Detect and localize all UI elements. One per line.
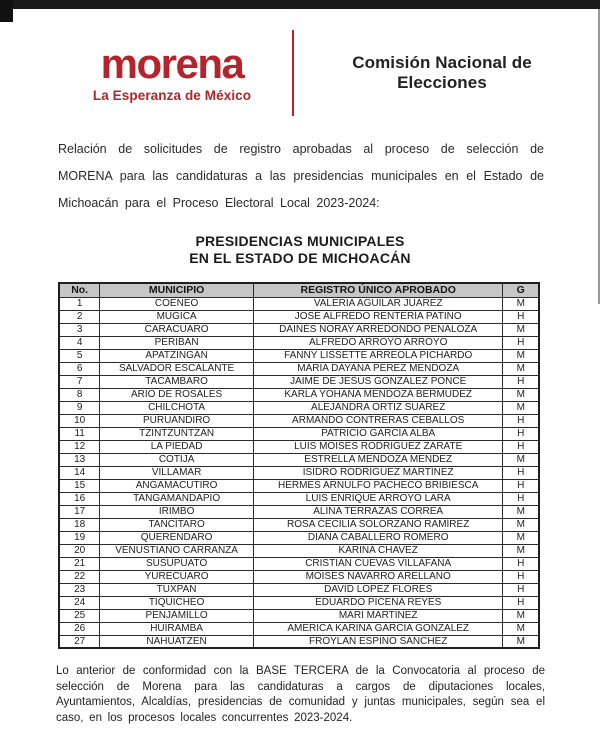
row-number-cell: 2 (59, 310, 100, 323)
row-number-cell: 6 (59, 362, 100, 375)
table-row (59, 492, 539, 505)
scan-corner-artifact (0, 0, 13, 22)
row-number-cell: 1 (59, 297, 100, 310)
footer-note: Lo anterior de conformidad con la BASE TERCERA de la Convocatoria al proceso de selección de Morena para las candidaturas a cargos de diputaciones locales, Ayuntamientos, Alcaldías, presidencias de comunidad y juntas municipales, según sea el caso, en los procesos locales concurrentes 2023-2024. (56, 665, 545, 724)
row-number-cell: 15 (59, 479, 100, 492)
row-number-cell: 19 (59, 531, 100, 544)
column-header-2: REGISTRO ÚNICO APROBADO (253, 283, 503, 297)
gender-cell: M (503, 609, 539, 622)
header-row (59, 283, 539, 297)
table-row (59, 310, 539, 323)
gender-cell: H (503, 440, 539, 453)
row-number-cell: 27 (59, 635, 100, 648)
table-row (59, 518, 539, 531)
municipio-cell: CARÁCUARO (100, 323, 254, 336)
registro-cell: PATRICIO GARCÍA ALBA (253, 427, 503, 440)
gender-cell: M (503, 401, 539, 414)
row-number-cell: 23 (59, 583, 100, 596)
table-row (59, 583, 539, 596)
table-row (59, 349, 539, 362)
gender-cell: M (503, 453, 539, 466)
gender-cell: H (503, 492, 539, 505)
municipio-cell: COTIJA (100, 453, 254, 466)
row-number-cell: 11 (59, 427, 100, 440)
municipio-cell: MÚGICA (100, 310, 254, 323)
gender-cell: H (503, 583, 539, 596)
scan-top-bar (0, 0, 600, 9)
column-header-0: No. (59, 283, 100, 297)
municipio-cell: SUSUPUATO (100, 557, 254, 570)
municipio-cell: ARIO DE ROSALES (100, 388, 254, 401)
commission-title: Comisión Nacional de Elecciones (352, 53, 532, 92)
gender-cell: M (503, 323, 539, 336)
row-number-cell: 12 (59, 440, 100, 453)
row-number-cell: 8 (59, 388, 100, 401)
gender-cell: H (503, 427, 539, 440)
table-row (59, 479, 539, 492)
row-number-cell: 17 (59, 505, 100, 518)
row-number-cell: 26 (59, 622, 100, 635)
gender-cell: H (503, 466, 539, 479)
morena-tagline: La Esperanza de México (92, 88, 252, 103)
row-number-cell: 5 (59, 349, 100, 362)
table-row (59, 427, 539, 440)
registro-cell: JAIME DE JESÚS GONZÁLEZ PONCE (253, 375, 503, 388)
table-row (59, 362, 539, 375)
gender-cell: H (503, 375, 539, 388)
gender-cell: M (503, 518, 539, 531)
gender-cell: H (503, 479, 539, 492)
gender-cell: H (503, 596, 539, 609)
registro-cell: JOSÉ ALFREDO RENTERÍA PATIÑO (253, 310, 503, 323)
registro-cell: VALERIA AGUILAR JUÁREZ (253, 297, 503, 310)
row-number-cell: 22 (59, 570, 100, 583)
gender-cell: M (503, 362, 539, 375)
municipio-cell: TZINTZUNTZAN (100, 427, 254, 440)
registro-cell: AMERICA KARINA GARCIA GONZALEZ (253, 622, 503, 635)
municipio-cell: CHILCHOTA (100, 401, 254, 414)
registro-cell: ESTRELLA MENDOZA MENDEZ (253, 453, 503, 466)
registro-cell: ALFREDO ARROYO ARROYO (253, 336, 503, 349)
header-divider (292, 30, 294, 116)
title-line-2: EN EL ESTADO DE MICHOACÁN (189, 250, 411, 266)
municipio-cell: LA PIEDAD (100, 440, 254, 453)
gender-cell: M (503, 388, 539, 401)
registro-cell: FROYLAN ESPINO SANCHEZ (253, 635, 503, 648)
municipio-cell: SALVADOR ESCALANTE (100, 362, 254, 375)
registro-cell: LUIS MOISES RODRIGUEZ ZARATE (253, 440, 503, 453)
registro-cell: EDUARDO PICENA REYES (253, 596, 503, 609)
candidates-table-head (59, 283, 539, 297)
table-row (59, 557, 539, 570)
morena-wordmark: morena (100, 40, 244, 87)
registro-cell: ALEJANDRA ORTIZ SUAREZ (253, 401, 503, 414)
document-header (0, 0, 600, 122)
title-line-1: PRESIDENCIAS MUNICIPALES (195, 233, 405, 249)
table-row (59, 453, 539, 466)
row-number-cell: 9 (59, 401, 100, 414)
document-title (0, 233, 600, 267)
table-row (59, 375, 539, 388)
gender-cell: H (503, 336, 539, 349)
municipio-cell: QUERÉNDARO (100, 531, 254, 544)
registro-cell: HERMES ARNULFO PACHECO BRIBIESCA (253, 479, 503, 492)
gender-cell: H (503, 414, 539, 427)
registro-cell: FANNY LISSETTE ARREOLA PICHARDO (253, 349, 503, 362)
registro-cell: ALINA TERRAZAS CORREA (253, 505, 503, 518)
gender-cell: H (503, 310, 539, 323)
municipio-cell: IRIMBO (100, 505, 254, 518)
table-row (59, 505, 539, 518)
municipio-cell: TANGAMANDAPIO (100, 492, 254, 505)
municipio-cell: PERIBÁN (100, 336, 254, 349)
registro-cell: KARINA CHAVEZ (253, 544, 503, 557)
municipio-cell: YURECUARO (100, 570, 254, 583)
row-number-cell: 14 (59, 466, 100, 479)
municipio-cell: TANCÍTARO (100, 518, 254, 531)
municipio-cell: APATZINGÁN (100, 349, 254, 362)
registro-cell: ARMANDO CONTRERAS CEBALLOS (253, 414, 503, 427)
row-number-cell: 25 (59, 609, 100, 622)
gender-cell: M (503, 635, 539, 648)
table-row (59, 336, 539, 349)
registro-cell: LUIS ENRIQUE ARROYO LARA (253, 492, 503, 505)
gender-cell: M (503, 297, 539, 310)
table-row (59, 297, 539, 310)
gender-cell: M (503, 531, 539, 544)
table-row (59, 609, 539, 622)
row-number-cell: 16 (59, 492, 100, 505)
row-number-cell: 24 (59, 596, 100, 609)
table-row (59, 401, 539, 414)
table-row (59, 544, 539, 557)
municipio-cell: TUXPAN (100, 583, 254, 596)
registro-cell: KARLA YOHANA MENDOZA BERMUDEZ (253, 388, 503, 401)
table-row (59, 466, 539, 479)
table-row (59, 570, 539, 583)
table-row (59, 440, 539, 453)
registro-cell: ISIDRO RODRÍGUEZ MARTÍNEZ (253, 466, 503, 479)
registro-cell: MARÍA DAYANA PÉREZ MENDOZA (253, 362, 503, 375)
row-number-cell: 10 (59, 414, 100, 427)
municipio-cell: TACÁMBARO (100, 375, 254, 388)
row-number-cell: 20 (59, 544, 100, 557)
registro-cell: ROSA CECILIA SOLORZANO RAMÍREZ (253, 518, 503, 531)
municipio-cell: VENUSTIANO CARRANZA (100, 544, 254, 557)
row-number-cell: 21 (59, 557, 100, 570)
gender-cell: M (503, 544, 539, 557)
table-row (59, 622, 539, 635)
column-header-1: MUNICIPIO (100, 283, 254, 297)
table-row (59, 414, 539, 427)
row-number-cell: 7 (59, 375, 100, 388)
row-number-cell: 4 (59, 336, 100, 349)
row-number-cell: 18 (59, 518, 100, 531)
table-row (59, 323, 539, 336)
table-row (59, 596, 539, 609)
registro-cell: MOISES NAVARRO ARELLANO (253, 570, 503, 583)
registro-cell: DAINÉS NORAY ARREDONDO PEÑALOZA (253, 323, 503, 336)
table-row (59, 635, 539, 648)
intro-paragraph: Relación de solicitudes de registro aprobadas al proceso de selección de MORENA para las candidaturas a las presidencias municipales en el Estado de Michoacán para el Proceso Electoral Local 2023-2024: (58, 142, 544, 210)
municipio-cell: VILLAMAR (100, 466, 254, 479)
municipio-cell: HUIRAMBA (100, 622, 254, 635)
registro-cell: DIANA CABALLERO ROMERO (253, 531, 503, 544)
municipio-cell: COENEO (100, 297, 254, 310)
table-row (59, 388, 539, 401)
gender-cell: M (503, 505, 539, 518)
table-row (59, 531, 539, 544)
municipio-cell: PURUÁNDIRO (100, 414, 254, 427)
municipio-cell: PENJAMILLO (100, 609, 254, 622)
municipio-cell: NAHUATZEN (100, 635, 254, 648)
row-number-cell: 3 (59, 323, 100, 336)
registro-cell: CRISTIAN CUEVAS VILLAFAÑA (253, 557, 503, 570)
registro-cell: MARI MARTINEZ (253, 609, 503, 622)
morena-logo (72, 40, 272, 103)
municipio-cell: TIQUICHEO (100, 596, 254, 609)
municipio-cell: ANGAMACUTIRO (100, 479, 254, 492)
registro-cell: DAVID LOPEZ FLORES (253, 583, 503, 596)
gender-cell: M (503, 622, 539, 635)
column-header-3: G (503, 283, 539, 297)
candidates-table-body (59, 297, 539, 648)
row-number-cell: 13 (59, 453, 100, 466)
candidates-table (58, 282, 540, 649)
gender-cell: H (503, 557, 539, 570)
gender-cell: M (503, 349, 539, 362)
gender-cell: H (503, 570, 539, 583)
